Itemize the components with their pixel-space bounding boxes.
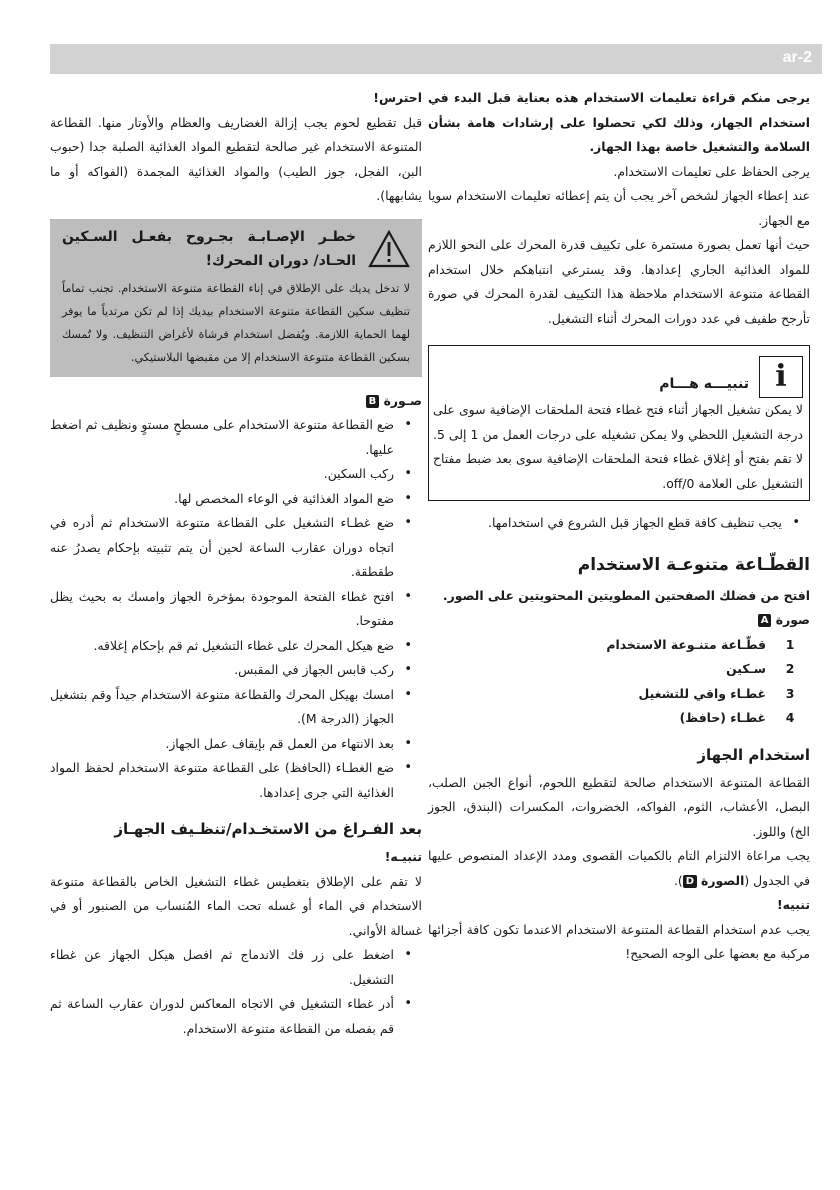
list-item: • امسك بهيكل المحرك والقطاعة متنوعة الاستخدام جيداً وقم بتشغيل الجهاز (الدرجة M). — [50, 683, 422, 732]
figure-b-label — [50, 389, 422, 414]
open-pages-text: افتح من فضلك الصفحتين المطويتين المحتويتين على الصور. — [442, 587, 810, 603]
clean-bullet-list — [428, 511, 810, 536]
list-item: • أدر غطاء التشغيل في الاتجاه المعاكس لدوران عقارب الساعة ثم قم بفصله من القطاعة متنوعة الاستخدام. — [50, 992, 422, 1041]
section-title-usage: استخدام الجهاز — [697, 745, 810, 764]
list-item: 3 غطـاء واقي للتشغيل — [638, 685, 795, 701]
warning-triangle-icon — [368, 230, 410, 268]
keep-instructions: يرجى الحفاظ على تعليمات الاستخدام. — [613, 163, 810, 179]
handover-instructions: عند إعطاء الجهاز لشخص آخر يجب أن يتم إعطائه تعليمات الاستخدام سويا مع الجهاز. — [428, 188, 810, 228]
after-caution-title: تنبيـه! — [384, 849, 422, 864]
list-item: • ضع القطاعة متنوعة الاستخدام على مسطحٍ مستوٍ ونظيف ثم اضغط عليها. — [50, 413, 422, 462]
after-caution-text: لا تقم على الإطلاق بتغطيس غطاء التشغيل الخاص بالقطاعة متنوعة الاستخدام في الماء أو غسله تحت الماء المُنساب من الصنبور أو في غسالة الأواني. — [50, 873, 422, 938]
section-title-cleaning: بعد الفـراغ من الاستخـدام/تنظـيف الجهـاز — [114, 820, 422, 838]
important-note-box — [428, 345, 810, 501]
quantity-text: يجب مراعاة الالتزام التام بالكميات القصوى ومدد الإعداد المنصوص عليها في الجدول (الصورة D). — [428, 848, 810, 888]
right-column — [428, 86, 810, 967]
list-item: • ضع المواد الغذائية في الوعاء المخصص لها. — [50, 487, 422, 512]
intro-paragraph: يرجى منكم قراءة تعليمات الاستخدام هذه بعناية قبل البدء في استخدام الجهاز، وذلك لكي تحصلوا على إرشادات هامة بشأن السلامة والتشغيل خاصة بهذا الجهاز. — [428, 90, 810, 154]
warning-text: لا تدخل يديك على الإطلاق في إناء القطاعة متنوعة الاستخدام. تجنب تماماً تنظيف سكين القطاعة متنوعة الاستخدام بيديك إذا لم تكن مرتدياً ما يوفر لهما الحماية اللازمة. ويُفضل استخدام فرشاة لأغراض التنظيف. ولا تُمسك بسكين القطاعة متنوعة الاستخدام إلا من مقبضها البلاستيكي. — [62, 281, 410, 364]
info-icon: i — [759, 356, 803, 398]
list-item: 1 قطّـاعة متنـوعة الاستخدام — [606, 636, 795, 652]
list-item: • اضغط على زر فك الاندماج ثم افصل هيكل الجهاز عن غطاء التشغيل. — [50, 943, 422, 992]
figure-a-label — [428, 608, 810, 633]
caution-title: تنبيه! — [777, 897, 810, 912]
list-item: • ضع غطـاء التشغيل على القطاعة متنوعة الاستخدام ثم أدره في اتجاه دوران عقارب الساعة لحين أن يتم تثبيته بإحكام يصدرُ عنه طقطقة. — [50, 511, 422, 585]
beware-text: قبل تقطيع لحوم يجب إزالة الغضاريف والعظام والأوتار منها. القطاعة المتنوعة الاستخدام غير صالحة لتقطيع المواد الغذائية الصلبة جدا (حبوب البن، الفجل، جوز الطيب) والمواد الغذائية المجمدة (الفواكه أو ما يشابهها). — [50, 114, 422, 203]
motor-adaptation-text: حيث أنها تعمل بصورة مستمرة على تكييف قدرة المحرك على النحو اللازم للمواد الغذائية الجاري إعدادها. وقد يسترعي انتباهكم خلال استخدام القطاعة متنوعة الاستخدام ملاحظة هذا التكييف لقدرة المحرك في صورة تأرجح طفيف في عدد دورات المحرك أثناء التشغيل. — [428, 237, 810, 326]
note-text: لا يمكن تشغيل الجهاز أثناء فتح غطاء فتحة الملحقات الإضافية سوى على درجة التشغيل اللحظي ولا يمكن تشغيله على درجات العمل من 1 إلى 5. لا تقم بفتح أو إغلاق غطاء فتحة الملحقات الإضافية سوى بعد ضبط مفتاح التشغيل على العلامة off/0. — [433, 402, 803, 491]
parts-list — [428, 633, 810, 731]
list-item: • ركب السكين. — [50, 462, 422, 487]
list-item: 2 سـكين — [726, 661, 795, 676]
figure-label: صـورة — [383, 392, 422, 408]
cleaning-steps-list — [50, 943, 422, 1041]
note-title: تنبيـــه هـــام — [659, 375, 749, 392]
figure-key-a: A — [758, 614, 772, 627]
page-label: ar-2 — [782, 49, 812, 66]
warning-title: خطـر الإصـابـة بجـروح بفعـل السـكين الحـاد/ دوران المحرك! — [62, 228, 356, 269]
section-title-chopper: القطّـاعة متنوعـة الاستخدام — [577, 554, 810, 575]
list-item: • يجب تنظيف كافة قطع الجهاز قبل الشروع في استخدامها. — [428, 511, 810, 536]
caution-text: يجب عدم استخدام القطاعة المتنوعة الاستخدام الاعندما تكون كافة أجزائها مركبة مع بعضها على الوجه الصحيح! — [428, 921, 810, 961]
usage-text: القطاعة المتنوعة الاستخدام صالحة لتقطيع اللحوم، أنواع الجبن الصلب، البصل، الأعشاب، الثوم، الفواكه، الخضروات، المكسرات (البندق، الجوز الخ) واللوز. — [428, 774, 810, 839]
list-item: • افتح غطاء الفتحة الموجودة بمؤخرة الجهاز وامسك به بحيث يظل مفتوحا. — [50, 585, 422, 634]
injury-warning-box — [50, 219, 422, 377]
usage-steps-list — [50, 413, 422, 805]
left-column — [50, 86, 422, 1041]
header-bar — [50, 44, 822, 74]
list-item: • ضع الغطـاء (الحافظ) على القطاعة متنوعة الاستخدام لحفظ المواد الغذائية التي جرى إعدادها. — [50, 756, 422, 805]
list-item: • بعد الانتهاء من العمل قم بإيقاف عمل الجهاز. — [50, 732, 422, 757]
list-item: • ركب قابس الجهاز في المقبس. — [50, 658, 422, 683]
beware-title: احترس! — [373, 90, 422, 105]
figure-key-b: B — [366, 395, 380, 408]
figure-key-d: D — [683, 875, 697, 888]
list-item: 4 غطـاء (حافظ) — [679, 710, 795, 725]
figure-label: صورة — [775, 612, 810, 627]
list-item: • ضع هيكل المحرك على غطاء التشغيل ثم قم بإحكام إغلاقه. — [50, 634, 422, 659]
